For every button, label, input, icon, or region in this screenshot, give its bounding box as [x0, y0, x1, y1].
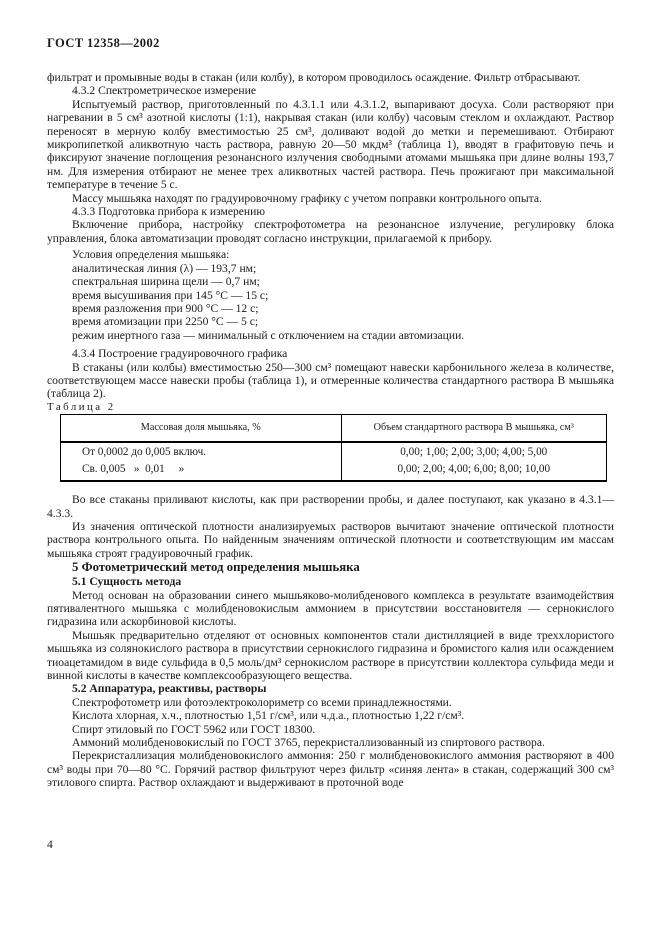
heading-5-1: 5.1 Сущность метода: [72, 575, 182, 589]
para-5-1-separation: Мышьяк предварительно отделяют от основных компонентов стали дистилляцией в виде треххлористого мышьяка из солянокислого раствора в присутствии сернокислого гидразина и бромистого калия или осаждением тиоацетамидом в виде сульфида в 0,5 моль/дм³ сернокислом растворе в присутствии коллектора сульфида меди и винной кислоты в качестве комплексообразующего вещества.: [47, 628, 614, 683]
condition-analytical-line: аналитическая линия (λ) — 193,7 нм;: [72, 261, 257, 275]
table2-cell-range-1: От 0,0002 до 0,005 включ.: [61, 442, 342, 462]
table-row: [61, 442, 607, 462]
para-4-3-2: Испытуемый раствор, приготовленный по 4.3.1.1 или 4.3.1.2, выпаривают досуха. Соли растворяют при нагревании в 5 см³ азотной кислоты (1:1), накрывая стакан (или колбу) часовым стеклом и охлаждают. Раствор переносят в мерную колбу вместимостью 25 см³, доливают водой до метки и перемешивают. Отбирают микропипеткой аликвотную часть раствора, равную 20—50 мкдм³ (таблица 1), вводят в графитовую печь и фиксируют значение поглощения резонансного излучения свободными атомами мышьяка при длине волны 193,7 нм. Для измерения отбирают не менее трех аликвотных частей раствора. Печь прожигают при максимальной температуре в течение 5 с.: [47, 97, 614, 192]
para-4-3-4: В стаканы (или колбы) вместимостью 250—300 см³ помещают навески карбонильного железа в количестве, соответствующем массе навески пробы (таблица 1), и отмеренные количества стандартного раствора В мышьяка (таблица 2).: [47, 360, 614, 401]
item-spectrophotometer: Спектрофотометр или фотоэлектроколориметр со всеми принадлежностями.: [72, 695, 452, 709]
table2-col-standard-volume: Объем стандартного раствора В мышьяка, см³: [341, 415, 606, 443]
table2: [60, 414, 607, 482]
condition-inert-gas-mode: режим инертного газа — минимальный с отключением на стадии автомизации.: [72, 328, 465, 342]
table2-cell-volumes-1: 0,00; 1,00; 2,00; 3,00; 4,00; 5,00: [341, 442, 606, 462]
table2-caption: Таблица 2: [47, 400, 116, 413]
table2-cell-range-2: Св. 0,005 » 0,01 »: [61, 462, 342, 482]
heading-4-3-3: 4.3.3 Подготовка прибора к измерению: [72, 205, 266, 219]
table2-col-mass-fraction: Массовая доля мышьяка, %: [61, 415, 342, 443]
table-row: [61, 462, 607, 482]
para-optical-density: Из значения оптической плотности анализируемых растворов вычитают значение оптической плотности раствора контрольного опыта. По найденным значениям оптической плотности и соответствующим им массам мышьяка строят градуировочный график.: [47, 519, 614, 560]
para-5-1-essence: Метод основан на образовании синего мышьяково-молибденового комплекса в результате взаимодействия пятивалентного мышьяка с молибденовокислым аммонием в присутствии восстановителя — сернокислого гидразина или аскорбиновой кислоты.: [47, 588, 614, 629]
para-acids: Во все стаканы приливают кислоты, как при растворении пробы, и далее поступают, как указано в 4.3.1—4.3.3.: [47, 493, 614, 520]
heading-5-2: 5.2 Аппаратура, реактивы, растворы: [72, 682, 267, 696]
item-ethyl-alcohol: Спирт этиловый по ГОСТ 5962 или ГОСТ 18300.: [72, 722, 316, 736]
item-ammonium-molybdate: Аммоний молибденовокислый по ГОСТ 3765, перекристаллизованный из спиртового раствора.: [72, 736, 545, 750]
condition-drying-time: время высушивания при 145 °С — 15 с;: [72, 288, 269, 302]
para-mass-graph: Массу мышьяка находят по градуировочному графику с учетом поправки контрольного опыта.: [72, 191, 542, 205]
heading-4-3-4: 4.3.4 Построение градуировочного графика: [72, 347, 288, 361]
document-body: [47, 71, 614, 790]
page-number: 4: [47, 838, 53, 851]
heading-4-3-2: 4.3.2 Спектрометрическое измерение: [72, 84, 256, 98]
table2-header-row: [61, 415, 607, 443]
table2-cell-volumes-2: 0,00; 2,00; 4,00; 6,00; 8,00; 10,00: [341, 462, 606, 482]
para-4-3-3: Включение прибора, настройку спектрофотометра на резонансное излучение, регулировку блока управления, блока автоматизации проводят согласно инструкции, прилагаемой к прибору.: [47, 218, 614, 245]
item-perchloric-acid: Кислота хлорная, х.ч., плотностью 1,51 г/см³, или ч.д.а., плотностью 1,22 г/см³.: [72, 709, 465, 723]
condition-slit-width: спектральная ширина щели — 0,7 нм;: [72, 275, 260, 289]
conditions-title: Условия определения мышьяка:: [72, 248, 230, 262]
condition-atomization-time: время атомизации при 2250 °С — 5 с;: [72, 315, 259, 329]
para-carryover: фильтрат и промывные воды в стакан (или колбу), в котором проводилось осаждение. Фильтр отбрасывают.: [47, 71, 581, 84]
para-recrystallization: Перекристаллизация молибденовокислого аммония: 250 г молибденовокислого аммония растворяют в 400 см³ воды при 70—80 °С. Горячий раствор фильтруют через фильтр «синяя лента» в стакан, содержащий 300 см³ этилового спирта. Раствор охлаждают и выдерживают в проточной воде: [47, 749, 614, 790]
section-5-title: 5 Фотометрический метод определения мышьяка: [72, 560, 360, 575]
standard-code: ГОСТ 12358—2002: [47, 36, 160, 50]
condition-decomposition-time: время разложения при 900 °С — 12 с;: [72, 301, 259, 315]
